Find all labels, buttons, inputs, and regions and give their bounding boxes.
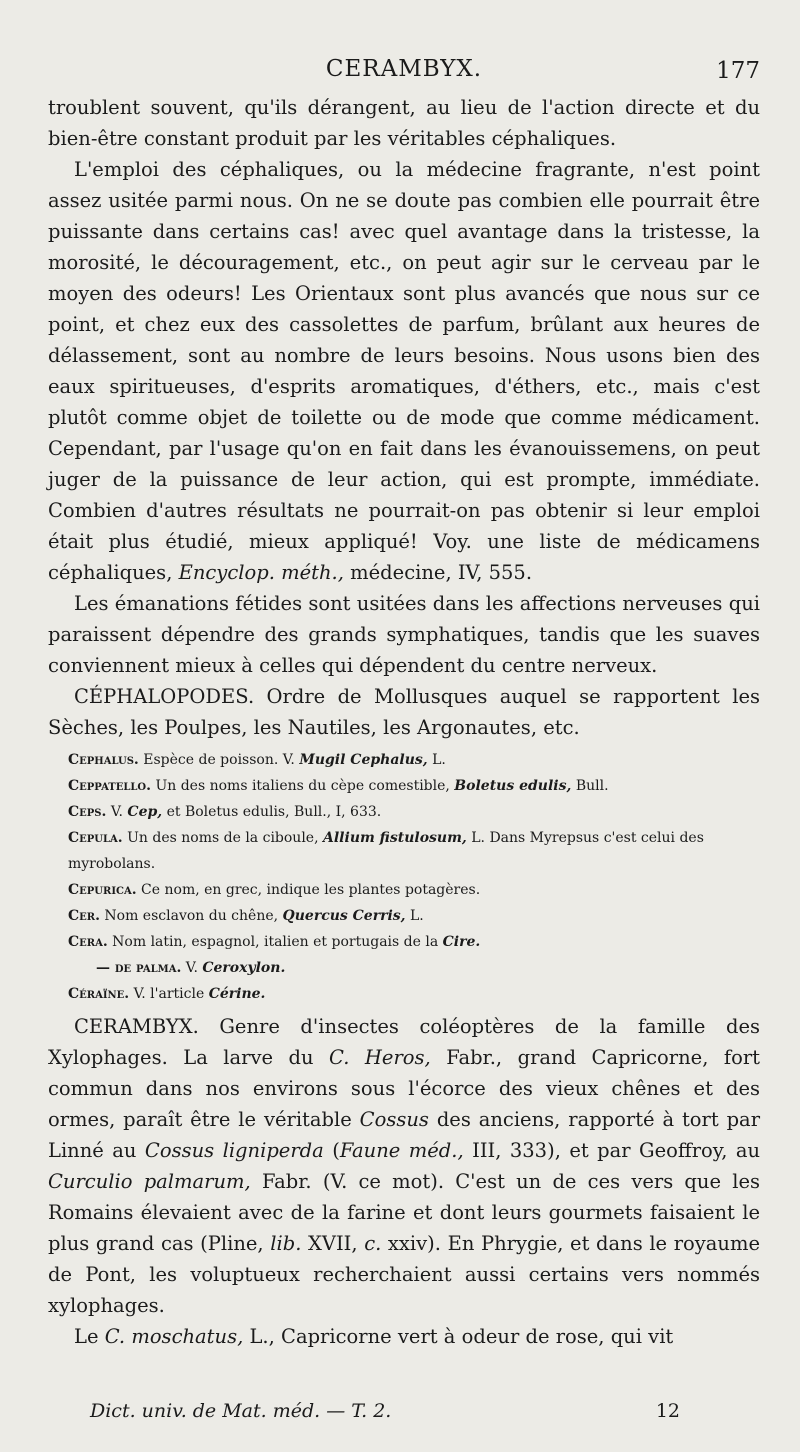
paragraph-continuation: troublent souvent, qu'ils dérangent, au lieu de l'action directe et du bien-être constant produit par les véritables céphaliques. xyxy=(48,96,760,150)
running-head: CERAMBYX. xyxy=(325,56,483,82)
small-entry: — de palma. V. Ceroxylon. xyxy=(96,960,286,976)
small-entry: Cepurica. Ce nom, en grec, indique les plantes potagères. xyxy=(68,882,481,898)
page-header xyxy=(48,56,760,92)
paragraph-moschatus: Le C. moschatus, L., Capricorne vert à odeur de rose, qui vit xyxy=(74,1325,674,1348)
paragraph-emanations: Les émanations fétides sont usitées dans les affections nerveuses qui paraissent dépendre des grands symphatiques, tandis que les suaves conviennent mieux à celles qui dépendent du centre nerveux. xyxy=(48,592,760,677)
small-entry: Cephalus. Espèce de poisson. V. Mugil Cephalus, L. xyxy=(68,752,446,768)
small-entry: Cer. Nom esclavon du chêne, Quercus Cerris, L. xyxy=(68,908,424,924)
paragraph-cephaliques: L'emploi des céphaliques, ou la médecine fragrante, n'est point assez usitée parmi nous. On ne se doute pas combien elle pourrait être puissante dans certains cas! avec quel avantage dans la tristesse, la morosité, le découragement, etc., on peut agir sur le cerveau par le moyen des odeurs! Les Orientaux sont plus avancés que nous sur ce point, et chez eux des cassolettes de parfum, brûlant aux heures de délassement, sont au nombre de leurs besoins. Nous usons bien des eaux spiritueuses, d'esprits aromatiques, d'éthers, etc., mais c'est plutôt comme objet de toilette ou de mode que comme médicament. Cependant, par l'usage qu'on en fait dans les évanouissemens, on peut juger de la puissance de leur action, qui est prompte, immédiate. Combien d'autres résultats ne pourrait-on pas obtenir si leur emploi était plus étudié, mieux appliqué! Voy. une liste de médicamens céphaliques, Encyclop. méth., médecine, IV, 555. xyxy=(48,158,760,584)
entry-cerambyx: CERAMBYX. Genre d'insectes coléoptères de la famille des Xylophages. La larve du C. Heros, Fabr., grand Capricorne, fort commun dans nos environs sous l'écorce des vieux chênes et des ormes, paraît être le véritable Cossus des anciens, rapporté à tort par Linné au Cossus ligniperda (Faune méd., III, 333), et par Geoffroy, au Curculio palmarum, Fabr. (V. ce mot). C'est un de ces vers que les Romains élevaient avec de la farine et dont leurs gourmets faisaient le plus grand cas (Pline, lib. XVII, c. xxiv). En Phrygie, et dans le royaume de Pont, les voluptueux recherchaient aussi certains vers nommés xylophages. xyxy=(48,1015,761,1317)
entry-cephalopodes: CÉPHALOPODES. Ordre de Mollusques auquel se rapportent les Sèches, les Poulpes, les Nautiles, les Argonautes, etc. xyxy=(48,685,760,739)
page-body xyxy=(48,92,760,1352)
small-entry: Ceps. V. Cep, et Boletus edulis, Bull., I, 633. xyxy=(68,804,382,820)
small-entries-list xyxy=(48,747,760,1007)
small-entry: Cepula. Un des noms de la ciboule, Allium fistulosum, L. Dans Myrepsus c'est celui des myrobolans. xyxy=(68,830,704,872)
page-footer xyxy=(90,1400,680,1422)
small-entry: Céraïne. V. l'article Cérine. xyxy=(68,986,266,1002)
footer-title: Dict. univ. de Mat. méd. — T. 2. xyxy=(90,1400,392,1422)
page-number: 177 xyxy=(716,58,760,84)
signature-mark: 12 xyxy=(655,1400,680,1422)
small-entry: Cera. Nom latin, espagnol, italien et portugais de la Cire. xyxy=(68,934,481,950)
small-entry: Ceppatello. Un des noms italiens du cèpe comestible, Boletus edulis, Bull. xyxy=(68,778,609,794)
